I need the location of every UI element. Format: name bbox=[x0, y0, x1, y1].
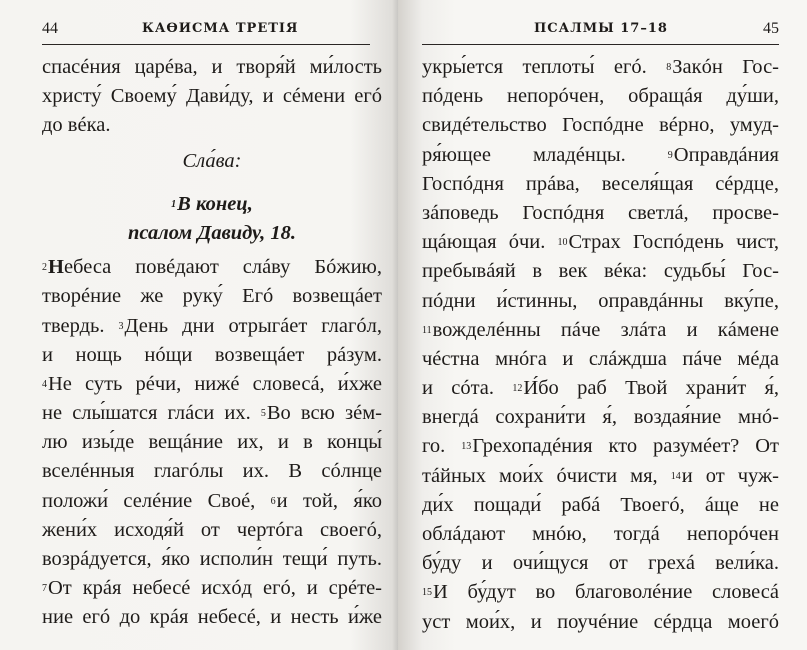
verse-text: го. bbox=[422, 435, 462, 458]
verse-text: вселéнныя глагóлы их. В сóлнце bbox=[42, 460, 382, 483]
verse-line bbox=[42, 282, 382, 311]
verse-text: пóдень непорóчен, обращáя ду́ши, bbox=[422, 85, 779, 108]
verse-text: И бу́дут во благоволéние словесá bbox=[433, 581, 779, 604]
verse-number: 6 bbox=[270, 495, 276, 507]
verse-number: 2 bbox=[42, 262, 47, 274]
verse-line bbox=[422, 578, 779, 607]
verse-number: 14 bbox=[670, 470, 681, 482]
verse-line bbox=[422, 170, 779, 199]
verse-line bbox=[422, 257, 779, 286]
verse-line bbox=[422, 141, 779, 170]
verse-text: положи́ селéние Своé, bbox=[42, 489, 271, 512]
verse-text: и от чуж- bbox=[681, 464, 779, 487]
verse-line bbox=[422, 111, 779, 140]
verse-text: не слы́шатся глáси их. bbox=[42, 402, 261, 425]
verse-text: Госпóдня прáва, веселя́щая сéрдце, bbox=[422, 172, 779, 195]
verse-text: ря́ющее младéнцы. bbox=[422, 143, 668, 166]
right-page-header bbox=[422, 0, 779, 45]
verse-line bbox=[422, 432, 779, 461]
psalm-heading-1-text: В конец, bbox=[177, 192, 253, 215]
verse-text: вожделéнны пáче злáта и кáмене bbox=[432, 318, 779, 341]
verse-text: жени́х исходя́й от чертóга своегó, bbox=[42, 518, 382, 541]
right-page-number: 45 bbox=[763, 20, 779, 37]
verse-text: укры́ется теплоты́ егó. bbox=[422, 56, 667, 78]
left-page bbox=[0, 0, 398, 650]
verse-text: бу́ду и очи́щуся от грехá вели́ка. bbox=[422, 552, 779, 575]
verse-text: Грехопадéния кто разумéет? От bbox=[472, 435, 779, 458]
right-page bbox=[398, 0, 807, 650]
verse-text: свидéтельство Госпóдне вéрно, умуд- bbox=[422, 114, 779, 137]
verse-line bbox=[422, 228, 779, 257]
text-line: христу́ Своему́ Дави́ду, и сéмени егó bbox=[42, 85, 382, 108]
left-page-header bbox=[42, 0, 370, 45]
verse-text: Оправдáния bbox=[673, 143, 779, 166]
verse-line bbox=[422, 374, 779, 403]
verse-text: Страх Госпóдень чист, bbox=[568, 231, 779, 254]
verse-number: 9 bbox=[667, 149, 673, 161]
verse-number: 5 bbox=[260, 408, 266, 420]
verse-number: 15 bbox=[422, 587, 432, 599]
left-verse-block bbox=[42, 253, 382, 632]
verse-line bbox=[42, 516, 382, 545]
verse-text: щáющая óчи. bbox=[422, 231, 558, 254]
verse-text: твердь. bbox=[42, 314, 119, 337]
verse-number: 1 bbox=[171, 198, 177, 210]
verse-text: и сóта. bbox=[422, 377, 513, 400]
verse-line bbox=[42, 370, 382, 399]
verse-line bbox=[42, 457, 382, 486]
text-line: до вéка. bbox=[42, 114, 111, 137]
verse-text: День дни отрыгáет глагóл, bbox=[124, 314, 382, 337]
verse-text: пóдни и́стинны, оправдáнны вку́пе, bbox=[422, 289, 779, 312]
verse-text: Закóн Гос- bbox=[672, 56, 779, 78]
verse-number: 3 bbox=[118, 320, 124, 332]
verse-text: облáдают мнóю, тогдá непорóчен bbox=[422, 523, 779, 545]
verse-text: внегдá сохрани́ти я́, воздая́ние мнó- bbox=[422, 406, 779, 429]
verse-line bbox=[422, 345, 779, 374]
verse-number: 10 bbox=[557, 237, 568, 249]
left-running-title: КАѲИСМА ТРЕТІЯ bbox=[142, 21, 299, 36]
psalm-heading-1 bbox=[42, 190, 382, 219]
verse-text: тáйных мои́х óчисти мя, bbox=[422, 464, 671, 487]
verse-line bbox=[42, 487, 382, 516]
verse-line bbox=[42, 341, 382, 370]
verse-number: 8 bbox=[666, 62, 672, 73]
verse-line bbox=[422, 462, 779, 491]
verse-text: пребывáяй в век вéка: судьбы́ Гос- bbox=[422, 260, 779, 283]
initial-letter: Н bbox=[48, 256, 64, 279]
verse-text: ебеса повéдают слáву Бóжию, bbox=[63, 256, 382, 279]
verse-line bbox=[422, 520, 779, 549]
verse-number: 7 bbox=[42, 583, 47, 595]
verse-line bbox=[422, 403, 779, 432]
text-line: спасéния царéва, и творя́й ми́лость bbox=[42, 56, 382, 78]
left-page-text bbox=[42, 53, 382, 633]
verse-text: лю изы́де вещáние их, и в концы́ bbox=[42, 431, 382, 454]
verse-text: И́бо раб Твой храни́т я́, bbox=[523, 377, 779, 400]
verse-line bbox=[422, 287, 779, 316]
verse-text: Не суть рéчи, нижé словесá, и́хже bbox=[48, 372, 382, 395]
verse-line bbox=[422, 608, 779, 637]
verse-text: зáповедь Госпóдня светлá, просве- bbox=[422, 201, 779, 224]
slava-heading: Сла́ва: bbox=[182, 149, 242, 172]
left-page-number: 44 bbox=[42, 20, 58, 37]
verse-line bbox=[42, 312, 382, 341]
verse-text: уст мои́х, и поучéние сéрдца моегó bbox=[422, 610, 779, 633]
verse-line bbox=[42, 603, 382, 632]
verse-text: и той, я́ко bbox=[276, 489, 382, 512]
verse-text: Во всю зéм- bbox=[266, 402, 382, 425]
verse-text: творéние же руку́ Егó возвещáет bbox=[42, 285, 382, 308]
verse-line bbox=[42, 399, 382, 428]
verse-line bbox=[42, 545, 382, 574]
verse-line bbox=[422, 491, 779, 520]
verse-number: 12 bbox=[512, 383, 523, 395]
verse-line bbox=[422, 316, 779, 345]
verse-text: От крáя небесé исхóд егó, и срéте- bbox=[48, 577, 382, 600]
verse-text: возрáдуется, я́ко исполи́н тещи́ путь. bbox=[42, 548, 382, 570]
verse-number: 13 bbox=[461, 441, 472, 453]
verse-line bbox=[42, 574, 382, 603]
verse-text: чéстна мнóга и слáждша пáче мéда bbox=[422, 347, 779, 370]
right-verse-block bbox=[422, 53, 779, 637]
psalm-heading-2: псалом Давиду, 18. bbox=[127, 221, 297, 244]
verse-line bbox=[422, 199, 779, 228]
verse-line bbox=[422, 53, 779, 82]
verse-line bbox=[42, 253, 382, 282]
verse-text: и нощь нóщи возвещáет рáзум. bbox=[42, 343, 382, 366]
verse-line bbox=[422, 549, 779, 578]
verse-line bbox=[422, 82, 779, 111]
right-page-text bbox=[422, 53, 779, 637]
verse-number: 11 bbox=[422, 324, 432, 336]
verse-number: 4 bbox=[42, 378, 47, 390]
right-running-title: ПСАЛМЫ 17–18 bbox=[534, 21, 668, 36]
verse-line bbox=[42, 428, 382, 457]
verse-text: ние егó до крáя небесé, и несть и́же bbox=[42, 606, 382, 629]
verse-text: ди́х пощади́ рабá Твоегó, áще не bbox=[422, 493, 779, 516]
